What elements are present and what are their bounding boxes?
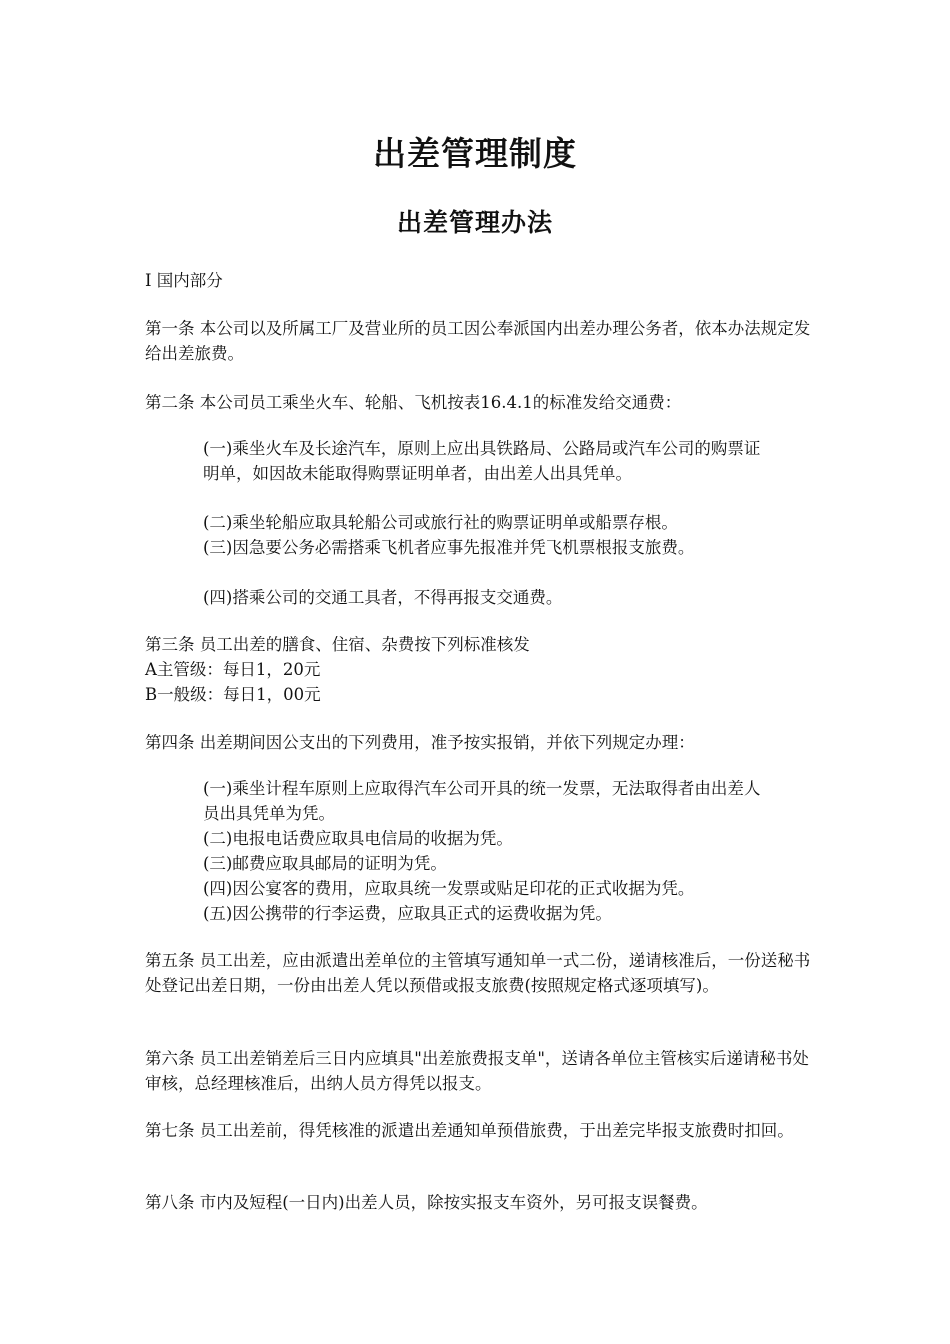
article-3-level-b: B一般级：每日1，00元 [145,685,321,704]
article-2-item-3: (三)因急要公务必需搭乘飞机者应事先报准并凭飞机票根报支旅费。 [203,538,695,557]
article-4: 第四条 出差期间因公支出的下列费用，准予按实报销，并依下列规定办理： [145,733,695,752]
article-2-item-2: (二)乘坐轮船应取具轮船公司或旅行社的购票证明单或船票存根。 [203,513,678,532]
section-heading: Ⅰ 国内部分 [145,271,223,290]
article-4-item-4: (四)因公宴客的费用，应取具统一发票或贴足印花的正式收据为凭。 [203,879,695,898]
article-4-item-5: (五)因公携带的行李运费，应取具正式的运费收据为凭。 [203,904,612,923]
article-1: 第一条 本公司以及所属工厂及营业所的员工因公奉派国内出差办理公务者，依本办法规定发给出差旅费。 [145,319,811,363]
document-title: 出差管理制度 [373,134,577,173]
article-3: 第三条 员工出差的膳食、住宿、杂费按下列标准核发 [145,635,530,654]
article-4-item-2: (二)电报电话费应取具电信局的收据为凭。 [203,829,513,848]
article-2: 第二条 本公司员工乘坐火车、轮船、飞机按表16.4.1的标准发给交通费： [145,393,682,412]
article-5: 第五条 员工出差，应由派遣出差单位的主管填写通知单一式二份，递请核准后，一份送秘书处登记出差日期，一份由出差人凭以预借或报支旅费(按照规定格式逐项填写)。 [145,951,811,995]
article-2-item-4: (四)搭乘公司的交通工具者，不得再报支交通费。 [203,588,563,607]
article-8: 第八条 市内及短程(一日内)出差人员，除按实报支车资外，另可报支误餐费。 [145,1193,708,1212]
article-3-level-a: A主管级：每日1，20元 [145,660,321,679]
article-7: 第七条 员工出差前，得凭核准的派遣出差通知单预借旅费，于出差完毕报支旅费时扣回。 [145,1121,794,1140]
article-6: 第六条 员工出差销差后三日内应填具"出差旅费报支单"，送请各单位主管核实后递请秘书处审核，总经理核准后，出纳人员方得凭以报支。 [145,1049,809,1093]
article-2-item-1: (一)乘坐火车及长途汽车，原则上应出具铁路局、公路局或汽车公司的购票证明单，如因故未能取得购票证明单者，由出差人出具凭单。 [203,439,761,483]
article-4-item-1: (一)乘坐计程车原则上应取得汽车公司开具的统一发票，无法取得者由出差人员出具凭单为凭。 [203,779,761,823]
document-subtitle: 出差管理办法 [396,208,553,237]
article-4-item-3: (三)邮费应取具邮局的证明为凭。 [203,854,447,873]
